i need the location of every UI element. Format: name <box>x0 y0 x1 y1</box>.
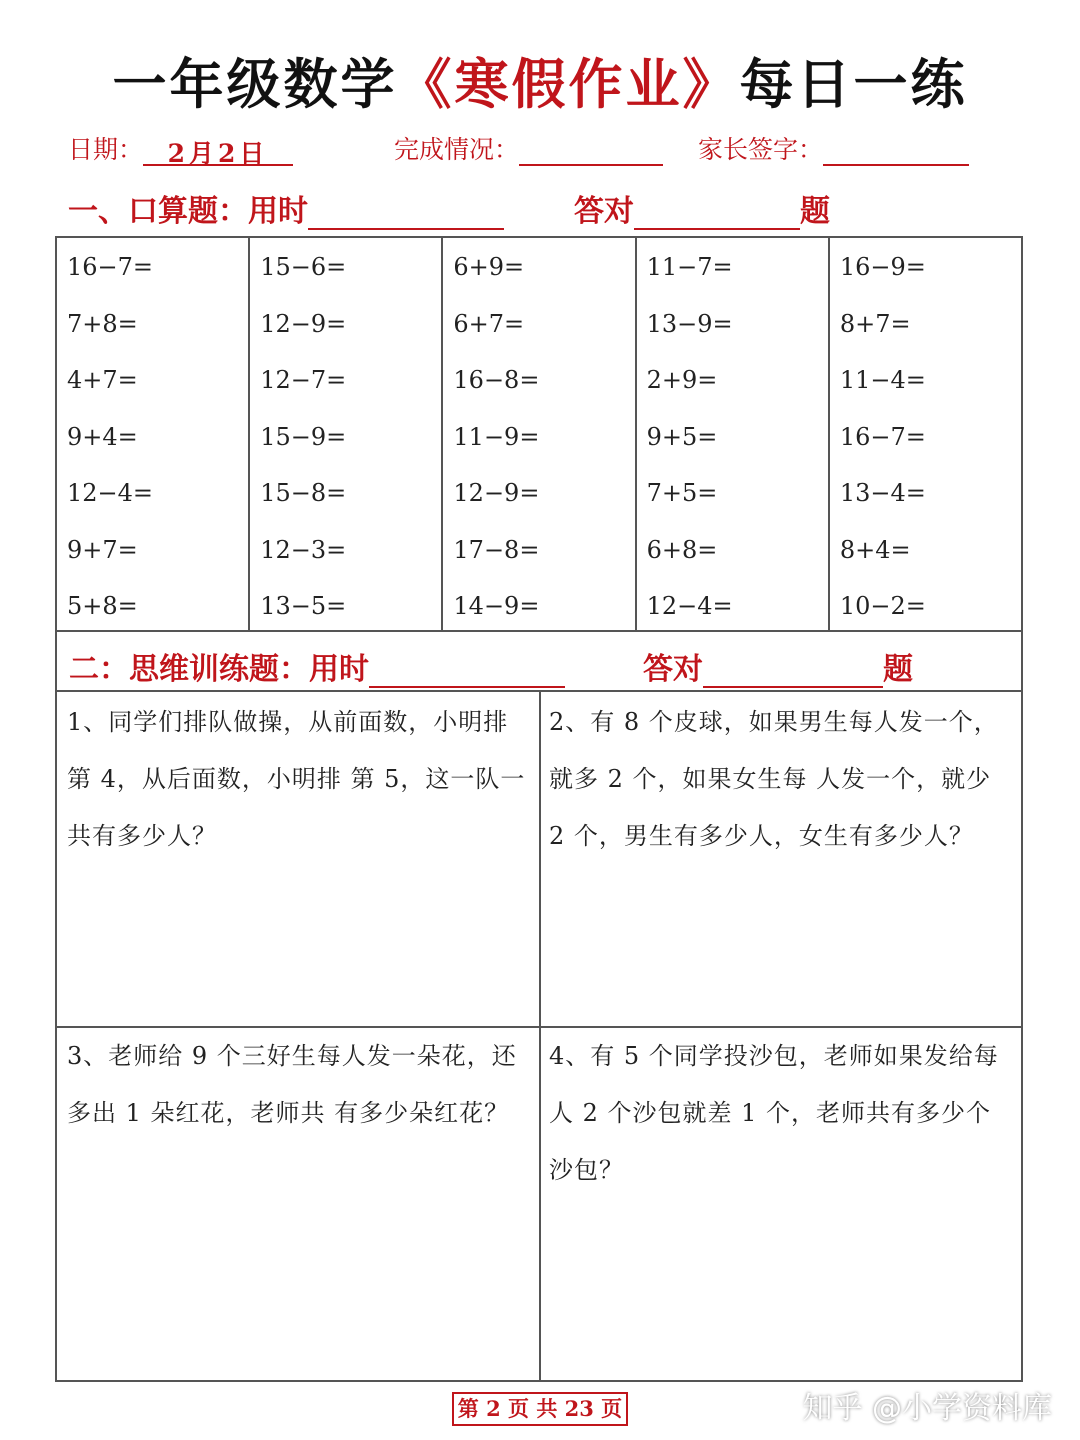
drill-item: 12−4= <box>646 592 733 620</box>
drill-item: 12−9= <box>260 309 347 338</box>
drill-item: 8+7= <box>839 309 911 338</box>
drill-item: 9+5= <box>646 422 718 451</box>
signature-blank[interactable] <box>823 134 969 166</box>
drill-item: 15−6= <box>260 253 347 281</box>
section2-correct-blank[interactable] <box>703 652 883 688</box>
drill-item: 16−7= <box>839 422 926 451</box>
divider <box>539 692 541 1380</box>
drill-item: 7+8= <box>67 309 138 338</box>
drill-item: 17−8= <box>453 535 540 564</box>
drill-item: 4+7= <box>67 366 138 394</box>
drill-item: 11−4= <box>839 366 926 394</box>
drill-column <box>443 238 636 630</box>
problem-3: 3、老师给 9 个三好生每人发一朵花，还多出 1 朵红花，老师共 有多少朵红花？ <box>67 1042 517 1127</box>
page-title <box>0 42 1080 119</box>
date-label: 日期： <box>68 135 144 164</box>
problem-grid <box>55 690 1023 1382</box>
problem-1: 1、同学们排队做操，从前面数，小明排第 4，从后面数，小明排 第 5，这一队一共有多少人？ <box>67 708 526 850</box>
completion-field <box>394 130 663 166</box>
drill-item: 13−9= <box>646 309 733 338</box>
watermark: 知乎 @小学资料库 <box>802 1391 1052 1426</box>
problem-4: 4、有 5 个同学投沙包，老师如果发给每人 2 个沙包就差 1 个，老师共有多少个沙包？ <box>549 1042 999 1184</box>
drill-item: 10−2= <box>839 592 926 620</box>
drill-item: 9+4= <box>67 422 138 451</box>
drill-item: 15−8= <box>260 479 347 507</box>
title-highlight: 《寒假作业》 <box>397 53 740 116</box>
drill-item: 16−9= <box>839 253 926 281</box>
section2-header <box>55 632 1023 692</box>
section2-time-blank[interactable] <box>369 652 565 688</box>
section1-time-blank[interactable] <box>308 194 504 230</box>
date-value[interactable]: 2月2日 <box>143 134 293 166</box>
drill-column <box>57 238 250 630</box>
completion-blank[interactable] <box>519 134 663 166</box>
drill-item: 6+7= <box>453 309 525 338</box>
drill-item: 2+9= <box>646 366 718 394</box>
drill-item: 9+7= <box>67 535 138 564</box>
drill-item: 8+4= <box>839 535 911 564</box>
completion-label: 完成情况： <box>394 135 520 164</box>
page-number: 第 2 页 共 23 页 <box>452 1392 628 1426</box>
drill-item: 12−7= <box>260 366 347 394</box>
signature-field <box>698 130 969 166</box>
drill-column <box>830 238 1021 630</box>
drill-item: 12−9= <box>453 479 540 507</box>
drill-item: 13−5= <box>260 592 347 620</box>
drill-item: 5+8= <box>67 592 138 620</box>
info-row <box>68 130 1008 170</box>
section2-heading: 二：思维训练题：用时 <box>69 644 565 688</box>
section1-header <box>68 186 968 230</box>
drill-item: 16−7= <box>67 253 154 281</box>
drill-item: 6+8= <box>646 535 718 564</box>
drill-item: 7+5= <box>646 479 718 507</box>
drill-item: 13−4= <box>839 479 926 507</box>
section1-correct: 答对 题 <box>574 194 830 229</box>
problem-2: 2、有 8 个皮球，如果男生每人发一个，就多 2 个，如果女生每 人发一个，就少 2 个，男生有多少人，女生有多少人？ <box>549 708 999 850</box>
section2-correct: 答对 题 <box>643 652 913 687</box>
drill-column <box>250 238 443 630</box>
drill-item: 6+9= <box>453 253 525 281</box>
drill-item: 12−3= <box>260 535 347 564</box>
drill-grid <box>55 236 1023 632</box>
drill-item: 14−9= <box>453 592 540 620</box>
drill-item: 12−4= <box>67 479 154 507</box>
title-prefix: 一年级数学 <box>112 53 398 116</box>
section1-heading: 一、口算题：用时 <box>68 186 504 230</box>
drill-item: 11−7= <box>646 253 733 281</box>
signature-label: 家长签字： <box>698 135 824 164</box>
section1-correct-blank[interactable] <box>634 194 800 230</box>
drill-item: 11−9= <box>453 422 540 451</box>
drill-item: 16−8= <box>453 366 540 394</box>
date-field <box>68 130 293 166</box>
title-suffix: 每日一练 <box>739 53 968 116</box>
drill-item: 15−9= <box>260 422 347 451</box>
drill-column <box>637 238 830 630</box>
